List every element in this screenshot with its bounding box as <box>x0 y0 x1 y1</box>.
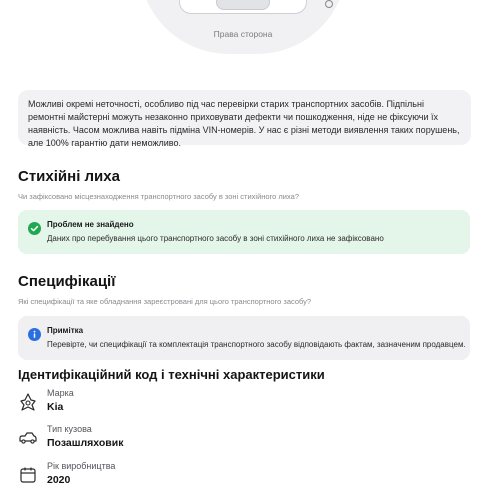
spec-row-year <box>18 461 318 491</box>
disasters-alert-title: Проблем не знайдено <box>47 220 134 229</box>
car-side-image <box>179 0 307 14</box>
view-indicator-icon[interactable] <box>325 0 333 8</box>
spec-value: Позашляховик <box>47 437 124 449</box>
brand-logo-icon <box>18 392 38 412</box>
specs-subtitle: Які специфікації та яке обладнання зареєстровані для цього транспортного засобу? <box>18 297 312 306</box>
spec-value: 2020 <box>47 474 71 486</box>
specs-alert-title: Примітка <box>47 326 84 335</box>
disasters-alert-text: Даних про перебування цього транспортного засобу в зоні стихійного лиха не зафіксовано <box>47 234 384 243</box>
disasters-subtitle: Чи зафіксовано місцезнаходження транспортного засобу в зоні стихійного лиха? <box>18 192 300 201</box>
disasters-title: Стихійні лиха <box>18 168 120 185</box>
spec-row-body-type <box>18 424 318 454</box>
car-body-icon <box>18 428 38 448</box>
info-circle-icon <box>28 328 41 341</box>
car-view-caption: Права сторона <box>213 29 273 39</box>
check-circle-icon <box>28 222 41 235</box>
identification-title: Ідентифікаційний код і технічні характеристики <box>18 367 325 382</box>
specs-title: Специфікації <box>18 273 116 290</box>
disasters-alert <box>18 210 470 254</box>
spec-label: Тип кузова <box>47 424 92 434</box>
spec-row-brand <box>18 388 318 418</box>
specs-alert-text: Перевірте, чи специфікації та комплектація транспортного засобу відповідають фактам, зазначеним продавцем. <box>47 340 466 349</box>
car-view-card <box>139 0 347 54</box>
specs-alert <box>18 316 470 360</box>
spec-value: Kia <box>47 401 64 413</box>
spec-label: Рік виробництва <box>47 461 116 471</box>
spec-label: Марка <box>47 388 74 398</box>
accuracy-notice: Можливі окремі неточності, особливо під час перевірки старих транспортних засобів. Підпільні ремонтні майстерні можуть незаконно приховувати дефекти чи пошкодження, ніде не фіксуючи їх наявність. Часом можлива навіть підміна VIN-номерів. У нас є різні методи виявлення таких порушень, але 100% гарантію дати неможливо. <box>18 90 471 145</box>
calendar-icon <box>18 465 38 485</box>
